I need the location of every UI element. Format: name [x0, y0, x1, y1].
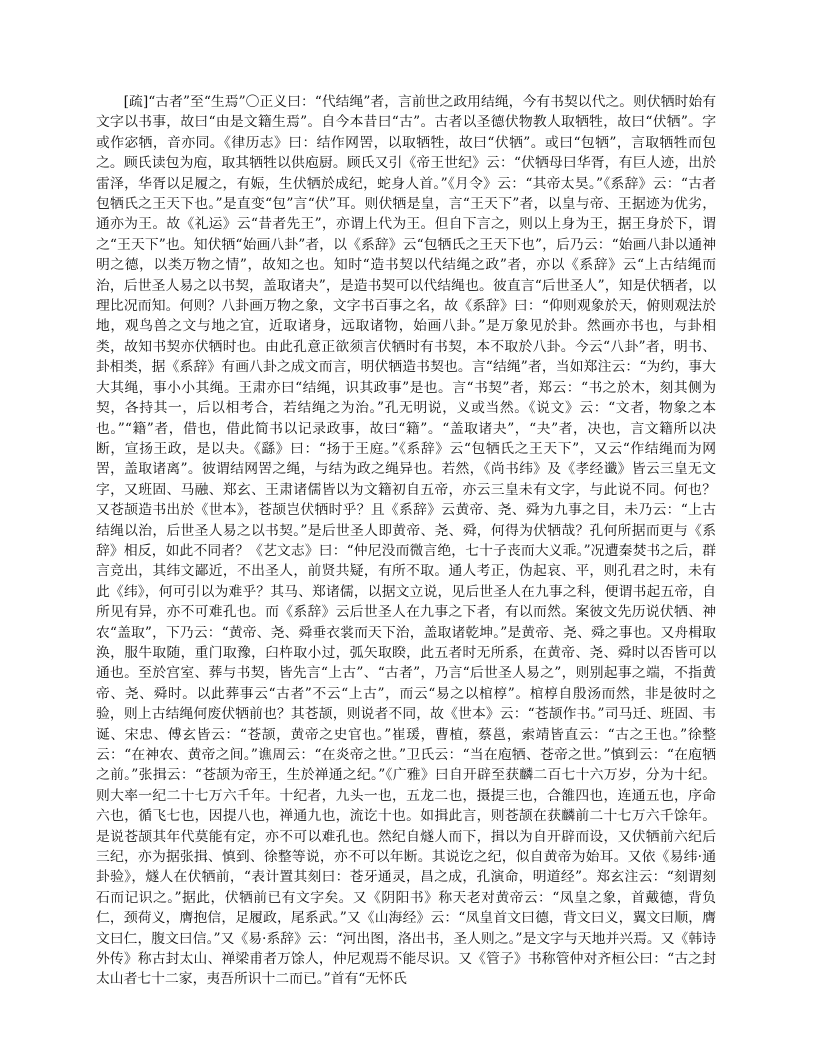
document-page [96, 92, 716, 1042]
commentary-paragraph: [疏]“古者”至“生焉”〇正义曰：“代结绳”者，言前世之政用结绳，今有书契以代之。则伏牺时始有文字以书事，故曰“由是文籍生焉”。自今本昔曰“古”。古者以圣德伏物教人取牺牲，故曰“伏牺”。字或作宓牺，音亦同。《律历志》曰：结作网罟，以取牺牲，故曰“伏牺”。或曰“包牺”，言取牺牲而包之。顾氏读包为庖，取其牺牲以供庖厨。顾氏又引《帝王世纪》云：“伏牺母曰华胥，有巨人迹，出於雷泽，华胥以足履之，有娠，生伏牺於成纪，蛇身人首。”《月令》云：“其帝太昊。”《系辞》云：“古者包牺氏之王天下也。”是直变“包”言“伏”耳。则伏牺是皇，言“王天下”者，以皇与帝、王据迹为优劣，通亦为王。故《礼运》云“昔者先王”，亦谓上代为王。但自下言之，则以上身为王，据王身於下，谓之“王天下”也。知伏牺“始画八卦”者，以《系辞》云“包牺氏之王天下也”，后乃云：“始画八卦以通神明之德，以类万物之情”，故知之也。知时“造书契以代结绳之政”者，亦以《系辞》云“上古结绳而治，后世圣人易之以书契，盖取诸夬”，是造书契可以代结绳也。彼直言“后世圣人”，知是伏牺者，以理比况而知。何则？八卦画万物之象，文字书百事之名，故《系辞》曰：“仰则观象於天，俯则观法於地，观鸟兽之文与地之宜，近取诸身，远取诸物，始画八卦。”是万象见於卦。然画亦书也，与卦相类，故知书契亦伏牺时也。由此孔意正欲须言伏牺时有书契，本不取於八卦。今云“八卦”者，明书、卦相类，据《系辞》有画八卦之成文而言，明伏牺造书契也。言“结绳”者，当如郑注云：“为约，事大大其绳，事小小其绳。王肃亦曰“结绳，识其政事”是也。言“书契”者，郑云：“书之於木，刻其侧为契，各持其一，后以相考合，若结绳之为治。”孔无明说，义或当然。《说文》云：“文者，物象之本也。”“籍”者，借也，借此简书以记录政事，故曰“籍”。“盖取诸夬”，“夬”者，决也，言文籍所以决断，宣扬王政，是以夬。《繇》曰：“扬于王庭。”《系辞》云“包牺氏之王天下”，又云“作结绳而为网罟，盖取诸离”。彼谓结网罟之绳，与结为政之绳异也。若然，《尚书纬》及《孝经谶》皆云三皇无文字，又班固、马融、郑玄、王肃诸儒皆以为文籍初自五帝，亦云三皇未有文字，与此说不同。何也？又苍颉造书出於《世本》，苍颉岂伏牺时乎？且《系辞》云黄帝、尧、舜为九事之目，未乃云：“上古结绳以治，后世圣人易之以书契。”是后世圣人即黄帝、尧、舜，何得为伏牺哉？孔何所据而更与《系辞》相反，如此不同者？《艺文志》曰：“仲尼没而微言绝，七十子丧而大义乖。”况遭秦焚书之后，群言竞出，其纬文鄙近，不出圣人，前贤共疑，有所不取。通人考正，伪起哀、平，则孔君之时，未有此《纬》，何可引以为难乎？其马、郑诸儒，以据文立说，见后世圣人在九事之科，便谓书起五帝，自所见有异，亦不可难孔也。而《系辞》云后世圣人在九事之下者，有以而然。案彼文先历说伏牺、神农“盖取”，下乃云：“黄帝、尧、舜垂衣裳而天下治，盖取诸乾坤。”是黄帝、尧、舜之事也。又舟楫取涣，服牛取随，重门取豫，臼杵取小过，弧矢取睽，此五者时无所系，在黄帝、尧、舜时以否皆可以通也。至於宫室、葬与书契，皆先言“上古”、“古者”，乃言“后世圣人易之”，则别起事之端，不指黄帝、尧、舜时。以此葬事云“古者”不云“上古”，而云“易之以棺椁”。棺椁自殷汤而然，非是彼时之验，则上古结绳何废伏牺前也？其苍颉，则说者不同，故《世本》云：“苍颉作书。”司马迁、班固、韦诞、宋忠、傅玄皆云：“苍颉，黄帝之史官也。”崔瑗，曹植，蔡邕，索靖皆直云：“古之王也。”徐整云：“在神农、黄帝之间。”谯周云：“在炎帝之世。”卫氏云：“当在庖牺、苍帝之世。”慎到云：“在庖牺之前。”张揖云：“苍颉为帝王，生於禅通之纪。”《广雅》曰自开辟至获麟二百七十六万岁，分为十纪。则大率一纪二十七万六千年。十纪者，九头一也，五龙二也，摄提三也，合雒四也，连通五也，序命六也，循飞七也，因提八也，禅通九也，流讫十也。如揖此言，则苍颉在获麟前二十七万六千馀年。是说苍颉其年代莫能有定，亦不可以难孔也。然纪自燧人而下，揖以为自开辟而设，又伏牺前六纪后三纪，亦为据张揖、慎到、徐整等说，亦不可以年断。其说讫之纪，似自黄帝为始耳。又依《易纬·通卦验》，燧人在伏牺前，“表计置其刻曰：苍牙通灵，昌之成，孔演命，明道经”。郑玄注云：“刻谓刻石而记识之。”据此，伏牺前已有文字矣。又《阴阳书》称天老对黄帝云：“凤皇之象，首戴德，背负仁，颈荷义，膺抱信，足履政，尾系武。”又《山海经》云：“凤皇首文曰德，背文曰义，翼文曰顺，膺文曰仁，腹文曰信。”又《易·系辞》云：“河出图，洛出书，圣人则之。”是文字与天地并兴焉。又《韩诗外传》称古封太山、禅梁甫者万馀人，仲尼观焉不能尽识。又《管子》书称管仲对齐桓公曰：“古之封太山者七十二家，夷吾所识十二而已。”首有“无怀氏 [96, 94, 716, 988]
